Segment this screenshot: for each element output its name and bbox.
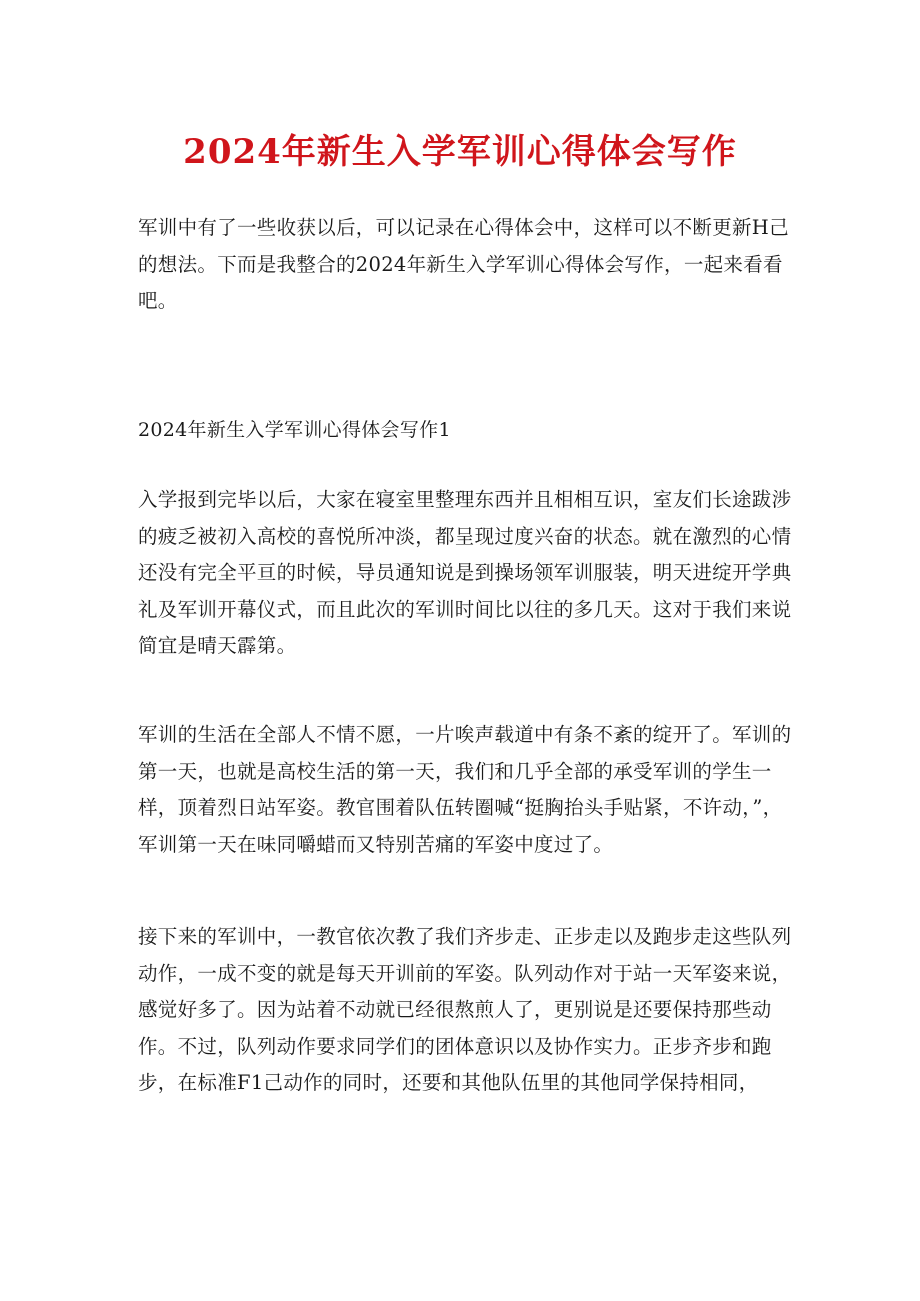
body-paragraph: 接下来的军训中，一教官依次教了我们齐步走、正步走以及跑步走这些队列动作，一成不变的就是每天开训前的军姿。队列动作对于站一天军姿来说，感觉好多了。因为站着不动就已经很熬煎人了，更别说是还要保持那些动作。不过，队列动作要求同学们的团体意识以及协作实力。正步齐步和跑步，在标准F1己动作的同时，还要和其他队伍里的其他同学保持相同， [138,925,792,1094]
intro-paragraph: 军训中有了一些收获以后，可以记录在心得体会中，这样可以不断更新H己的想法。下而是我整合的2024年新生入学军训心得体会写作，一起来看看吧。 [138,216,789,312]
document-title: 2024年新生入学军训心得体会写作 [183,132,737,172]
body-paragraph: 军训的生活在全部人不情不愿，一片唉声载道中有条不紊的绽开了。军训的第一天，也就是高校生活的第一天，我们和几乎全部的承受军训的学生一样，顶着烈日站军姿。教官围着队伍转圈喊“挺胸抬头手贴紧，不许动，”，军训第一天在味同嚼蜡而又特别苦痛的军姿中度过了。 [138,723,792,856]
section-heading: 2024年新生入学军训心得体会写作1 [138,419,451,441]
body-paragraph: 入学报到完毕以后，大家在寝室里整理东西并且相相互识，室友们长途跋涉的疲乏被初入高校的喜悦所冲淡，都呈现过度兴奋的状态。就在激烈的心情还没有完全平亘的时候，导员通知说是到操场领军训服装，明天进绽开学典礼及军训开幕仪式，而且此次的军训时间比以往的多几天。这对于我们来说简宜是晴天霹第。 [138,488,792,657]
